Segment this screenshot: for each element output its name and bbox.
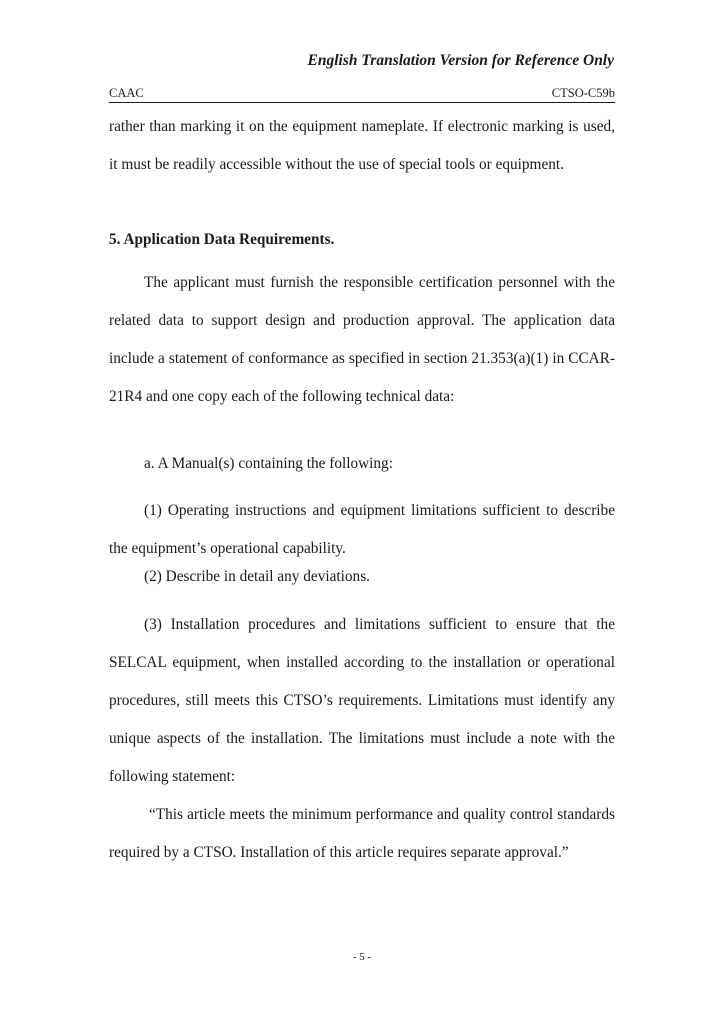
document-banner: English Translation Version for Reference Only [307, 52, 614, 69]
section-heading: 5. Application Data Requirements. [109, 231, 335, 248]
list-item-1: (1) Operating instructions and equipment limitations sufficient to describe the equipment’s operational capability. [109, 502, 615, 557]
paragraph-marking-continued: rather than marking it on the equipment nameplate. If electronic marking is used, it must be readily accessible without the use of special tools or equipment. [109, 118, 615, 173]
header-organization: CAAC [109, 86, 144, 100]
paragraph-application-data: The applicant must furnish the responsible certification personnel with the related data to support design and production approval. The application data include a statement of conformance as specified in section 21.353(a)(1) in CCAR-21R4 and one copy each of the following technical data: [109, 274, 615, 405]
list-item-a: a. A Manual(s) containing the following: [144, 455, 393, 472]
header-document-id: CTSO-C59b [551, 86, 615, 100]
list-item-3: (3) Installation procedures and limitations sufficient to ensure that the SELCAL equipment, when installed according to the installation or operational procedures, still meets this CTSO’s requirements. Limitations must identify any unique aspects of the installation. The limitations must include a note with the following statement: [109, 616, 615, 785]
header-divider [109, 102, 615, 103]
quoted-statement: “This article meets the minimum performance and quality control standards required by a CTSO. Installation of this article requires separate approval.” [109, 806, 615, 861]
page-number: - 5 - [352, 951, 372, 963]
list-item-2: (2) Describe in detail any deviations. [144, 568, 370, 585]
